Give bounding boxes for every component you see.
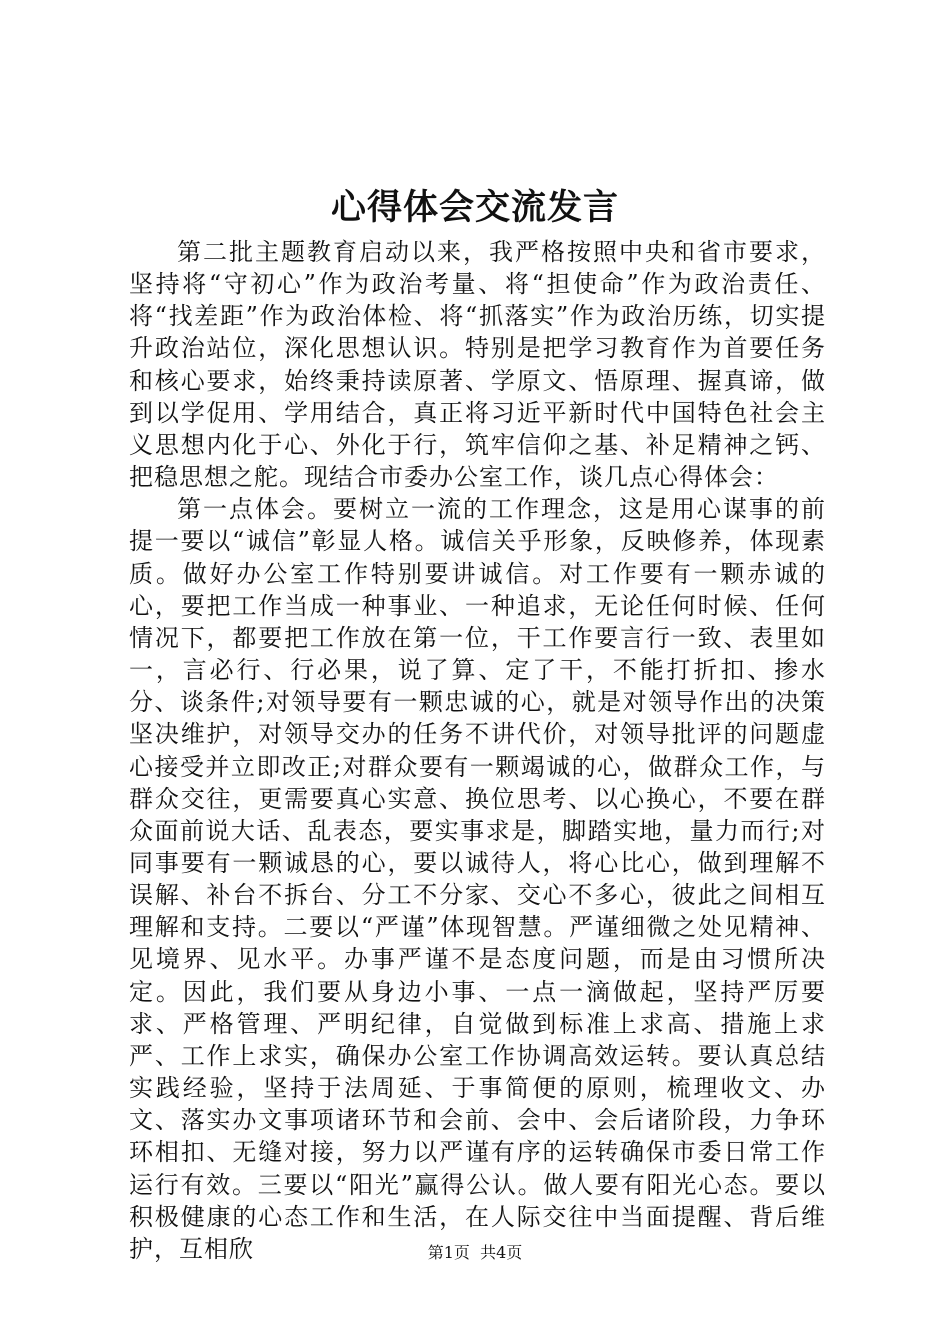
page-number: 第1页 bbox=[427, 1243, 470, 1262]
paragraph-first-point: 第一点体会。要树立一流的工作理念，这是用心谋事的前提一要以“诚信”彰显人格。诚信关乎形象，反映修养，体现素质。做好办公室工作特别要讲诚信。对工作要有一颗赤诚的心，要把工作当成一种事业、一种追求，无论任何时候、任何情况下，都要把工作放在第一位，干工作要言行一致、表里如一，言必行、行必果，说了算、定了干，不能打折扣、掺水分、谈条件;对领导要有一颗忠诚的心，就是对领导作出的决策坚决维护，对领导交办的任务不讲代价，对领导批评的问题虚心接受并立即改正;对群众要有一颗竭诚的心，做群众工作，与群众交往，更需要真心实意、换位思考、以心换心，不要在群众面前说大话、乱表态，要实事求是，脚踏实地，量力而行;对同事要有一颗诚恳的心，要以诚待人，将心比心，做到理解不误解、补台不拆台、分工不分家、交心不多心，彼此之间相互理解和支持。二要以“严谨”体现智慧。严谨细微之处见精神、见境界、见水平。办事严谨不是态度问题，而是由习惯所决定。因此，我们要从身边小事、一点一滴做起，坚持严厉要求、严格管理、严明纪律，自觉做到标准上求高、措施上求严、工作上求实，确保办公室工作协调高效运转。要认真总结实践经验，坚持于法周延、于事简便的原则，梳理收文、办文、落实办文事项诸环节和会前、会中、会后诸阶段，力争环环相扣、无缝对接，努力以严谨有序的运转确保市委日常工作运行有效。三要以“阳光”赢得公认。做人要有阳光心态。要以积极健康的心态工作和生活，在人际交往中当面提醒、背后维护，互相欣 bbox=[129, 495, 826, 1263]
page-footer bbox=[0, 1243, 950, 1263]
footer-separator bbox=[470, 1243, 480, 1262]
document-body bbox=[129, 236, 826, 1265]
page-total: 共4页 bbox=[480, 1243, 523, 1262]
document-title: 心得体会交流发言 bbox=[330, 187, 619, 228]
paragraph-intro: 第二批主题教育启动以来，我严格按照中央和省市要求，坚持将“守初心”作为政治考量、将“担使命”作为政治责任、将“找差距”作为政治体检、将“抓落实”作为政治历练，切实提升政治站位，深化思想认识。特别是把学习教育作为首要任务和核心要求，始终秉持读原著、学原文、悟原理、握真谛，做到以学促用、学用结合，真正将习近平新时代中国特色社会主义思想内化于心、外化于行，筑牢信仰之基、补足精神之钙、把稳思想之舵。现结合市委办公室工作，谈几点心得体会： bbox=[129, 238, 826, 492]
